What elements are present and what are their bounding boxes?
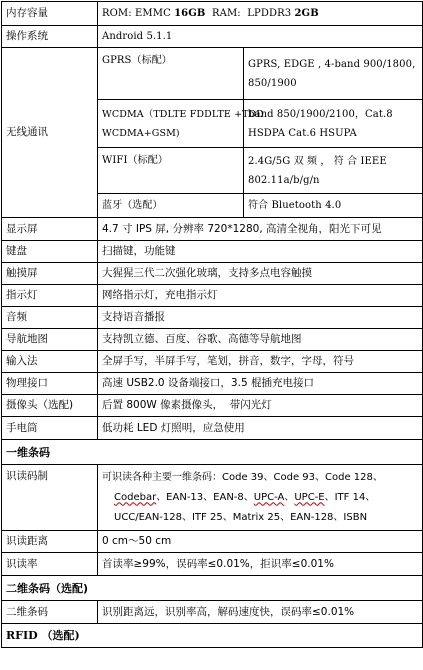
ram-prefix: RAM: LPDDR3 xyxy=(205,8,295,19)
label-memory: 内存容量 xyxy=(2,2,98,26)
rom-prefix: ROM: EMMC xyxy=(102,8,175,19)
value-audio: 支持语音播报 xyxy=(98,307,423,329)
label-2d-barcode: 二维条码 xyxy=(2,601,98,624)
gprs-name: GPRS（标配） xyxy=(98,48,244,100)
section-1d-title: 一维条码 xyxy=(2,440,423,465)
wifi-line2: 802.11a/b/g/n xyxy=(248,174,320,186)
label-indicator: 指示灯 xyxy=(2,285,98,307)
symbologies-line3: UCC/EAN-128、ITF 25、Matrix 25、EAN-128、ISBN xyxy=(114,511,368,523)
gprs-line2: 850/1900 xyxy=(248,77,297,89)
row-audio xyxy=(2,307,423,329)
section-rfid-header xyxy=(2,624,423,648)
row-camera xyxy=(2,395,423,417)
value-input: 全屏手写，半屏手写，笔划，拼音，数字，字母，符号 xyxy=(98,351,423,373)
upca-text: UPC-A xyxy=(253,491,285,503)
value-camera: 后置 800W 像素摄像头， 带闪光灯 xyxy=(98,395,423,417)
value-rate: 首读率≥99%，误码率≤0.01%，拒识率≤0.01% xyxy=(98,553,423,576)
label-interface: 物理接口 xyxy=(2,373,98,395)
upce-text: UPC-E xyxy=(294,491,325,503)
label-display: 显示屏 xyxy=(2,218,98,241)
value-navigation: 支持凯立德、百度、谷歌、高德等导航地图 xyxy=(98,329,423,351)
section-1d-header xyxy=(2,440,423,465)
symbologies-line2-b: 、EAN-13、EAN-8、 xyxy=(156,491,254,503)
value-symbologies xyxy=(98,465,423,531)
label-wireless: 无线通讯 xyxy=(2,48,98,218)
row-interface xyxy=(2,373,423,395)
wifi-value xyxy=(244,148,423,194)
row-symbologies xyxy=(2,465,423,531)
row-input xyxy=(2,351,423,373)
wcdma-name-line1: WCDMA（TDLTE FDDLTE +TDD xyxy=(102,108,264,120)
value-os: Android 5.1.1 xyxy=(98,26,423,48)
section-2d-title: 二维条码（选配) xyxy=(2,576,423,601)
label-touch: 触摸屏 xyxy=(2,263,98,285)
label-distance: 识读距离 xyxy=(2,531,98,553)
row-distance xyxy=(2,531,423,553)
label-rate: 识读率 xyxy=(2,553,98,576)
label-keyboard: 键盘 xyxy=(2,241,98,263)
label-navigation: 导航地图 xyxy=(2,329,98,351)
wcdma-line2: HSDPA Cat.6 HSUPA xyxy=(248,127,357,139)
symbologies-line2-d: 、 xyxy=(284,491,295,503)
symbologies-line2-f: 、ITF 14、 xyxy=(324,491,376,503)
wifi-name: WIFI（标配） xyxy=(98,148,244,194)
wcdma-name-line2: WCDMA+GSM) xyxy=(102,127,180,139)
label-symbologies: 识读码制 xyxy=(2,465,98,531)
value-memory xyxy=(98,2,423,26)
section-2d-header xyxy=(2,576,423,601)
row-keyboard xyxy=(2,241,423,263)
value-distance: 0 cm～50 cm xyxy=(98,531,423,553)
value-keyboard: 扫描键，功能键 xyxy=(98,241,423,263)
label-camera: 摄像头（选配) xyxy=(2,395,98,417)
gprs-line1: GPRS, EDGE , 4-band 900/1800, xyxy=(248,58,416,70)
wcdma-value xyxy=(244,100,423,148)
value-interface: 高速 USB2.0 设备端接口，3.5 棍插充电接口 xyxy=(98,373,423,395)
value-display: 4.7 寸 IPS 屏, 分辨率 720*1280, 高清全视角，阳光下可见 xyxy=(98,218,423,241)
row-2d-barcode xyxy=(2,601,423,624)
row-memory xyxy=(2,2,423,26)
gprs-value xyxy=(244,48,423,100)
wcdma-line1: band 850/1900/2100，Cat.8 xyxy=(248,108,393,120)
row-indicator xyxy=(2,285,423,307)
spec-table xyxy=(1,1,423,648)
symbologies-line2 xyxy=(102,488,418,508)
row-gprs xyxy=(2,48,423,100)
label-os: 操作系统 xyxy=(2,26,98,48)
value-flashlight: 低功耗 LED 灯照明，应急使用 xyxy=(98,417,423,440)
section-rfid-title: RFID （选配) xyxy=(2,624,423,648)
row-os xyxy=(2,26,423,48)
row-display xyxy=(2,218,423,241)
bluetooth-value: 符合 Bluetooth 4.0 xyxy=(244,194,423,218)
rom-size: 16GB xyxy=(174,8,206,19)
label-input: 输入法 xyxy=(2,351,98,373)
wifi-line1: 2.4G/5G 双 频 ， 符 合 IEEE xyxy=(248,155,387,167)
codebar-text: Codebar xyxy=(114,491,157,503)
symbologies-line1: 可识读各种主要一维条码：Code 39、Code 93、Code 128、 xyxy=(102,471,383,483)
row-touch xyxy=(2,263,423,285)
value-2d-barcode: 识别距离远，识别率高，解码速度快，误码率≤0.01% xyxy=(98,601,423,624)
row-flashlight xyxy=(2,417,423,440)
bluetooth-name: 蓝牙（选配） xyxy=(98,194,244,218)
row-navigation xyxy=(2,329,423,351)
ram-size: 2GB xyxy=(294,8,319,19)
label-audio: 音频 xyxy=(2,307,98,329)
value-indicator: 网络指示灯，充电指示灯 xyxy=(98,285,423,307)
wcdma-name xyxy=(98,100,264,148)
label-flashlight: 手电筒 xyxy=(2,417,98,440)
row-rate xyxy=(2,553,423,576)
value-touch: 大猩猩三代二次强化玻璃，支持多点电容触摸 xyxy=(98,263,423,285)
